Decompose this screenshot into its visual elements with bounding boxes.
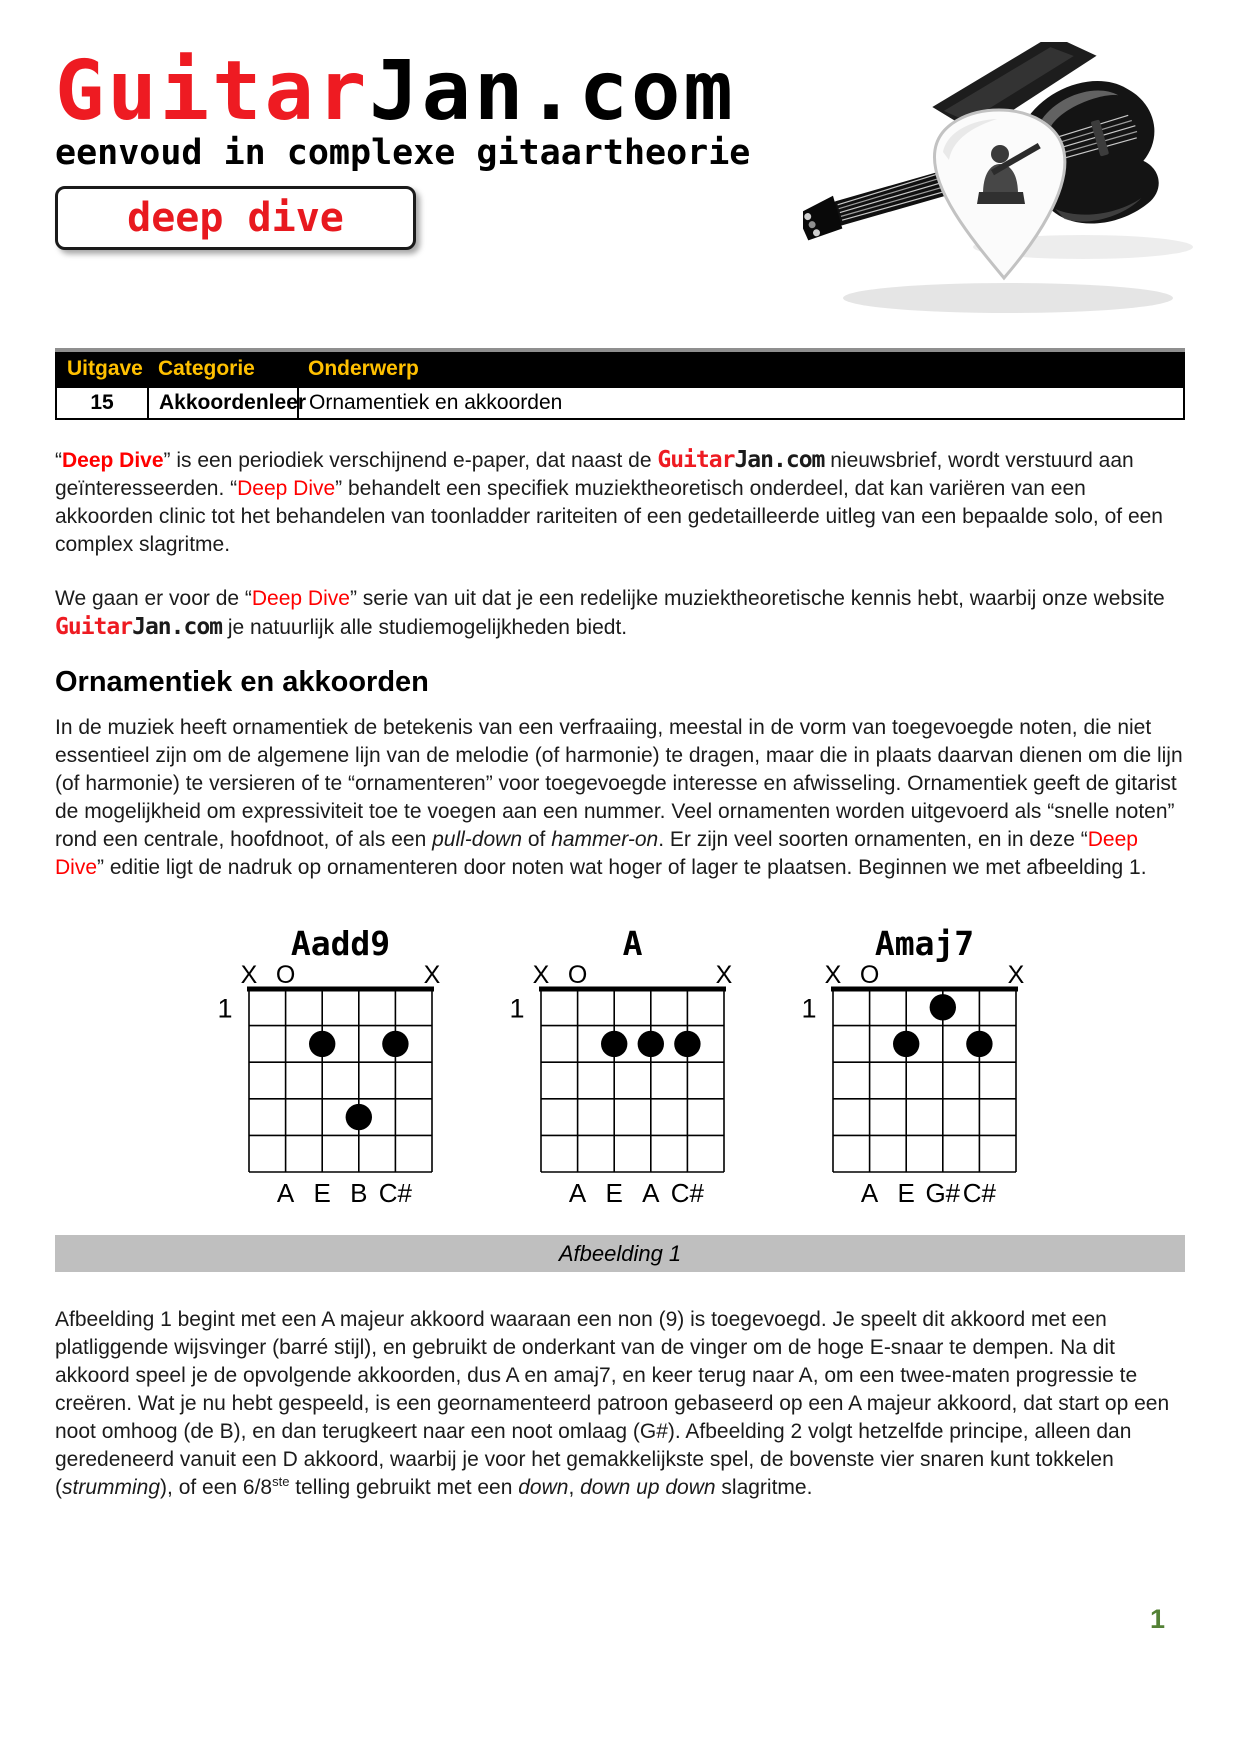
svg-text:Aadd9: Aadd9 <box>290 924 391 964</box>
cell-onderwerp: Ornamentiek en akkoorden <box>298 387 1184 419</box>
svg-text:A: A <box>568 1178 587 1209</box>
svg-text:O: O <box>859 961 880 990</box>
intro-paragraph-1: “Deep Dive” is een periodiek verschijnend e-paper, dat naast de GuitarJan.com nieuwsbrief, wordt verstuurd aan geïnteresseerden. “Deep Dive” behandelt een specifiek muziektheoretisch onderdeel, dat kan variëren van een akkoorden clinic tot het behandelen van toonladder rariteiten of een gedetailleerde uitleg van een bepaalde solo, of een complex slagritme. <box>55 447 1163 557</box>
svg-text:B: B <box>350 1178 368 1209</box>
svg-text:X: X <box>532 961 550 990</box>
cell-categorie: Akkoordenleer <box>148 387 298 419</box>
col-header-onderwerp: Onderwerp <box>298 350 1184 387</box>
svg-text:A: A <box>642 1178 660 1209</box>
info-table-data-row <box>56 387 1184 419</box>
svg-text:1: 1 <box>801 993 817 1024</box>
chord-diagrams-figure <box>55 923 1185 1220</box>
svg-text:A: A <box>622 924 643 964</box>
svg-text:C#: C# <box>670 1178 705 1209</box>
svg-text:A: A <box>860 1178 879 1209</box>
chord-diagram-aadd9 <box>207 923 449 1220</box>
logo-part-jancom: Jan.com <box>369 44 736 139</box>
cell-uitgave: 15 <box>56 387 148 419</box>
section-paragraph: In de muziek heeft ornamentiek de betekenis van een verfraaiing, meestal in de vorm van toegevoegde noten, die niet essentieel zijn om de algemene lijn van de melodie (of harmonie) te dragen, maar die in plaats daarvan dienen om die lijn (of harmonie) te versieren of te “ornamenteren” voor toegevoegde interesse en afwisseling. Ornamentiek geeft de gitarist de mogelijkheid om expressiviteit toe te voegen aan een nummer. Veel ornamenten worden uitgevoerd als “snelle noten” rond een centrale, hoofdnoot, of als een pull-down of hammer-on. Er zijn veel soorten ornamenten, en in deze “Deep Dive” editie ligt de nadruk op ornamenteren door noten wat hoger of lager te plaatsen. Beginnen we met afbeelding 1. <box>55 716 1183 880</box>
svg-text:X: X <box>824 961 842 990</box>
svg-text:A: A <box>276 1178 295 1209</box>
svg-text:E: E <box>605 1178 623 1209</box>
issue-info-table <box>55 348 1185 420</box>
svg-text:E: E <box>313 1178 331 1209</box>
deep-dive-badge <box>55 186 416 250</box>
col-header-categorie: Categorie <box>148 350 298 387</box>
svg-text:X: X <box>715 961 733 990</box>
tagline: eenvoud in complexe gitaartheorie <box>55 133 751 174</box>
svg-text:1: 1 <box>217 993 233 1024</box>
col-header-uitgave: Uitgave <box>56 350 148 387</box>
logo-part-guitar: Guitar <box>55 44 370 139</box>
svg-text:X: X <box>1007 961 1025 990</box>
svg-text:O: O <box>275 961 296 990</box>
info-table-header-row <box>56 350 1184 387</box>
svg-text:1: 1 <box>509 993 525 1024</box>
svg-text:X: X <box>240 961 258 990</box>
svg-text:E: E <box>897 1178 915 1209</box>
svg-text:G#: G# <box>925 1178 961 1209</box>
chord-diagram-a <box>499 923 741 1220</box>
page-number: 1 <box>1149 1604 1165 1634</box>
svg-text:O: O <box>567 961 588 990</box>
svg-text:C#: C# <box>962 1178 997 1209</box>
deep-dive-label: deep dive <box>127 195 344 242</box>
section-title: Ornamentiek en akkoorden <box>55 666 429 699</box>
body-paragraph: Afbeelding 1 begint met een A majeur akkoord waaraan een non (9) is toegevoegd. Je speelt dit akkoord met een platliggende wijsvinger (barré stijl), en gebruikt de onderkant van de vinger om de hoge E-snaar te dempen. Na dit akkoord speel je de opvolgende akkoorden, dus A en amaj7, en keer terug naar A, om een twee-maten progressie te creëren. Wat je nu hebt gespeeld, is een geornamenteerd patroon gebaseerd op een A majeur akkoord, dat start op een noot omhoog (de B), en dan terugkeert naar een noot omlaag (G#). Afbeelding 2 volgt hetzelfde principe, alleen dan geredeneerd vanuit een D akkoord, waarbij je voor het gemakkelijkste spel, de bovenste vier snaren kunt tokkelen (strumming), of een 6/8ste telling gebruikt met een down, down up down slagritme. <box>55 1308 1170 1500</box>
masthead <box>55 44 1185 250</box>
svg-text:C#: C# <box>378 1178 413 1209</box>
guitar-plectrum-image <box>803 42 1193 327</box>
svg-text:Amaj7: Amaj7 <box>874 924 975 964</box>
chord-diagram-amaj7 <box>791 923 1033 1220</box>
figure-caption-bar <box>55 1235 1185 1272</box>
figure-caption-text: Afbeelding 1 <box>558 1240 682 1266</box>
svg-text:X: X <box>423 961 441 990</box>
intro-paragraph-2: We gaan er voor de “Deep Dive” serie van uit dat je een redelijke muziektheoretische kennis hebt, waarbij onze website GuitarJan.com je natuurlijk alle studiemogelijkheden biedt. <box>55 587 1165 641</box>
